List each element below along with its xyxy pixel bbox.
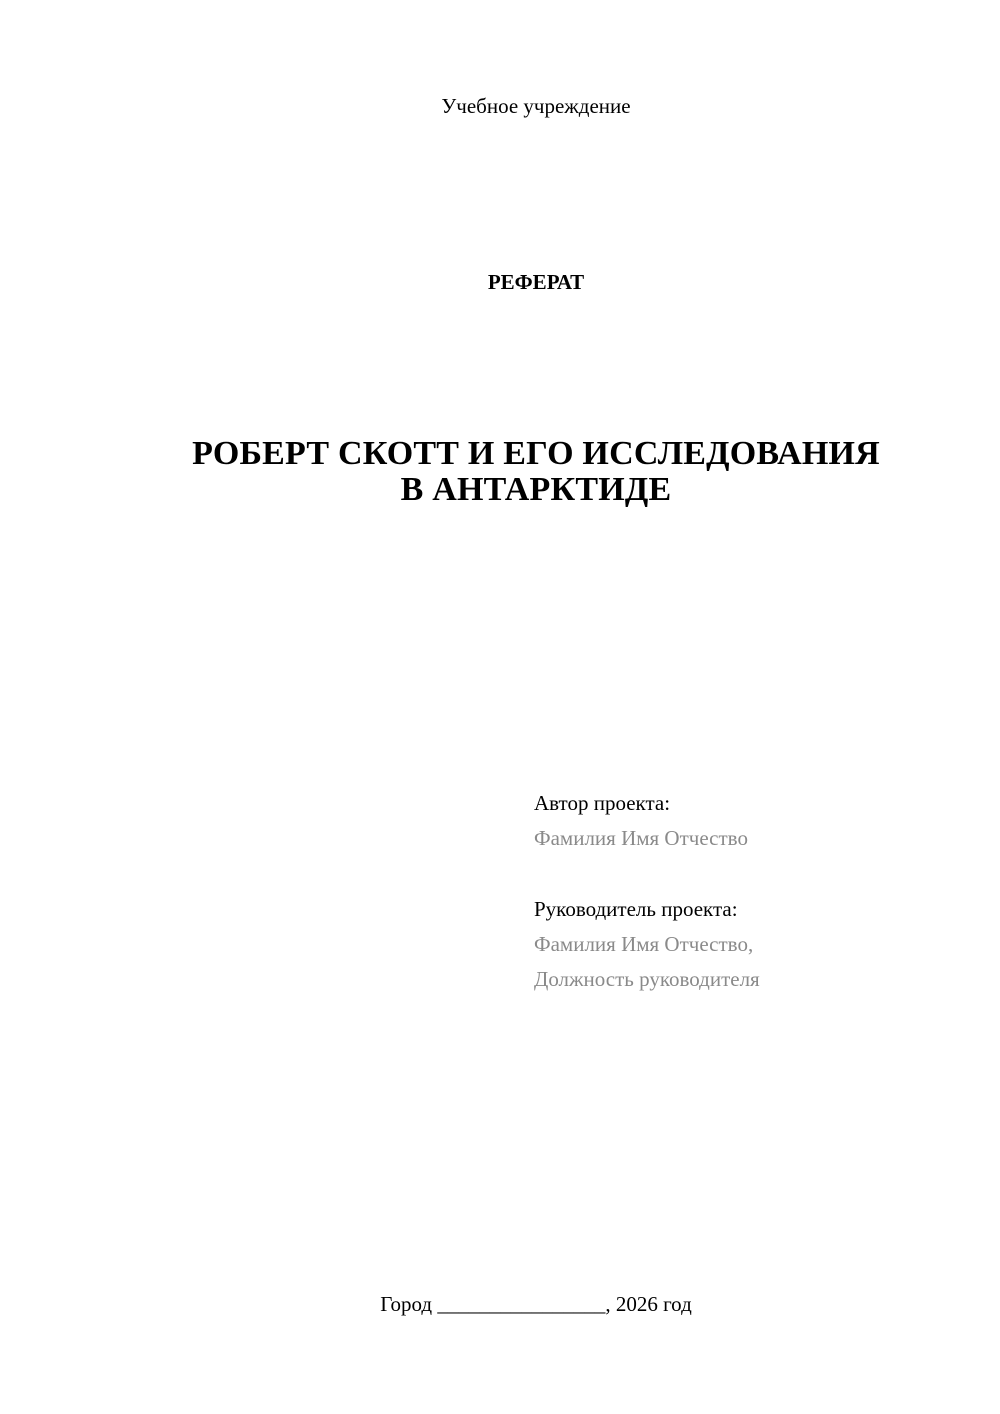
city-year-footer: Город ________________, 2026 год	[380, 1292, 692, 1316]
institution-name: Учебное учреждение	[441, 94, 631, 118]
supervisor-label: Руководитель проекта:	[534, 897, 738, 921]
supervisor-block	[534, 892, 974, 997]
author-label: Автор проекта:	[534, 791, 671, 815]
author-block	[534, 786, 974, 856]
document-title	[0, 436, 1000, 508]
title-line-1: РОБЕРТ СКОТТ И ЕГО ИССЛЕДОВАНИЯ	[192, 435, 880, 472]
supervisor-position: Должность руководителя	[534, 967, 760, 991]
author-name: Фамилия Имя Отчество	[534, 826, 748, 850]
supervisor-name: Фамилия Имя Отчество,	[534, 932, 754, 956]
title-line-2: В АНТАРКТИДЕ	[400, 471, 672, 508]
document-type: РЕФЕРАТ	[487, 270, 585, 294]
